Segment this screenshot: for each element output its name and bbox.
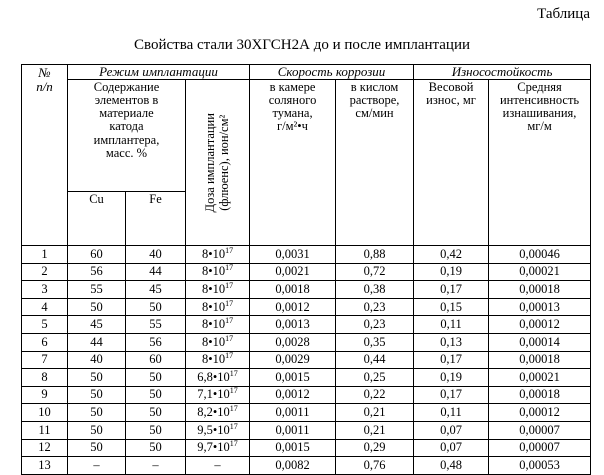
table-row: [22, 386, 591, 404]
header-group-corrosion: Скорость коррозии: [250, 65, 414, 80]
cu-content: 50: [90, 369, 103, 384]
weight-loss-cell: [414, 333, 489, 351]
wear-intensity-cell: [489, 421, 591, 439]
implant-dose-cell: [186, 263, 250, 281]
wear-intensity: 0,00012: [519, 405, 560, 420]
salt-fog-rate-cell: [250, 316, 336, 334]
fe-content: 50: [149, 387, 162, 402]
implant-dose-cell: [186, 386, 250, 404]
table-row: [22, 263, 591, 281]
weight-loss: 0,11: [440, 405, 462, 420]
implant-dose: 8•10: [201, 299, 226, 314]
fe-content-cell: [126, 351, 186, 369]
header-line: износ, мг: [426, 93, 476, 108]
table-row: [22, 298, 591, 316]
row-number-cell: [22, 333, 68, 351]
header-number: [22, 65, 68, 246]
wear-intensity: 0,00013: [519, 299, 560, 314]
cu-content: 50: [90, 440, 103, 455]
row-number-cell: [22, 281, 68, 299]
dose-exponent: 17: [225, 245, 234, 255]
row-number: 8: [41, 369, 48, 384]
header-number-line: п/п: [36, 78, 53, 94]
table-row: [22, 421, 591, 439]
dose-exponent: 17: [229, 421, 238, 431]
fe-content: 40: [149, 246, 162, 261]
row-number: 2: [41, 264, 48, 279]
acid-rate-cell: [336, 386, 414, 404]
salt-fog-rate-cell: [250, 298, 336, 316]
wear-intensity: 0,00018: [519, 387, 560, 402]
salt-fog-rate-cell: [250, 351, 336, 369]
salt-fog-rate-cell: [250, 404, 336, 422]
weight-loss-cell: [414, 369, 489, 387]
implant-dose-cell: [186, 421, 250, 439]
row-number-cell: [22, 439, 68, 457]
acid-rate: 0,38: [363, 281, 386, 296]
acid-rate-cell: [336, 298, 414, 316]
row-number-cell: [22, 263, 68, 281]
cu-content-cell: [68, 316, 126, 334]
wear-intensity-cell: [489, 333, 591, 351]
wear-intensity: 0,00021: [519, 369, 560, 384]
wear-intensity-cell: [489, 298, 591, 316]
weight-loss: 0,17: [440, 387, 462, 402]
header-line: соляного: [268, 93, 317, 108]
wear-intensity-cell: [489, 263, 591, 281]
header-line: в кислом: [350, 80, 399, 94]
table-row: [22, 351, 591, 369]
cu-content: 50: [90, 422, 103, 437]
header-line: катода: [109, 119, 144, 134]
fe-content: 44: [149, 264, 162, 279]
row-number: 9: [41, 387, 48, 402]
row-number: 6: [41, 334, 48, 349]
table-row: [22, 333, 591, 351]
fe-content-cell: [126, 263, 186, 281]
fe-content: 55: [149, 317, 162, 332]
salt-fog-rate-cell: [250, 421, 336, 439]
wear-intensity-cell: [489, 281, 591, 299]
weight-loss-cell: [414, 246, 489, 264]
implant-dose-cell: [186, 404, 250, 422]
weight-loss: 0,07: [440, 422, 462, 437]
fe-content-cell: [126, 421, 186, 439]
header-dose: [186, 80, 250, 246]
row-number: 3: [41, 281, 48, 296]
implant-dose: 8•10: [201, 281, 226, 296]
fe-content: 60: [149, 352, 162, 367]
fe-content: 50: [149, 369, 162, 384]
acid-rate: 0,25: [363, 369, 386, 384]
implant-dose: 9,5•10: [197, 422, 230, 437]
weight-loss-cell: [414, 316, 489, 334]
header-line: имплантера,: [93, 132, 160, 147]
header-acid-solution: [336, 80, 414, 246]
implant-dose-cell: [186, 439, 250, 457]
acid-rate-cell: [336, 351, 414, 369]
header-line: тумана,: [272, 106, 313, 121]
header-group-implantation: Режим имплантации: [68, 65, 250, 80]
wear-intensity: 0,00007: [519, 422, 560, 437]
header-cathode-content: [68, 80, 186, 192]
wear-intensity-cell: [489, 369, 591, 387]
acid-rate: 0,76: [363, 457, 386, 472]
cu-content: 50: [90, 405, 103, 420]
properties-table: [21, 64, 591, 475]
cu-content-cell: [68, 369, 126, 387]
header-line: мг/м: [527, 119, 552, 134]
header-line: Содержание: [93, 80, 160, 94]
weight-loss: 0,13: [440, 334, 462, 349]
table-row: [22, 316, 591, 334]
wear-intensity: 0,00018: [519, 352, 560, 367]
header-line: растворе,: [349, 93, 400, 108]
row-number: 11: [38, 422, 51, 437]
cu-content: 56: [90, 264, 103, 279]
wear-intensity-cell: [489, 404, 591, 422]
cu-content: 60: [90, 246, 103, 261]
table-row: [22, 439, 591, 457]
acid-rate: 0,29: [363, 440, 386, 455]
header-fe: Fe: [126, 192, 186, 246]
acid-rate-cell: [336, 439, 414, 457]
salt-fog-rate: 0,0012: [275, 387, 310, 402]
fe-content-cell: [126, 333, 186, 351]
implant-dose: 8•10: [201, 246, 226, 261]
row-number-cell: [22, 404, 68, 422]
row-number: 13: [38, 457, 51, 472]
wear-intensity: 0,00018: [519, 281, 560, 296]
cu-content-cell: [68, 386, 126, 404]
dose-exponent: 17: [225, 263, 234, 273]
salt-fog-rate-cell: [250, 333, 336, 351]
header-number-line: №: [38, 65, 51, 80]
cu-content-cell: [68, 404, 126, 422]
implant-dose-cell: [186, 316, 250, 334]
weight-loss-cell: [414, 351, 489, 369]
row-number-cell: [22, 351, 68, 369]
cu-content-cell: [68, 351, 126, 369]
row-number-cell: [22, 386, 68, 404]
header-line: масс. %: [105, 145, 148, 160]
salt-fog-rate: 0,0031: [275, 246, 310, 261]
implant-dose-cell: [186, 351, 250, 369]
fe-content: 45: [149, 281, 162, 296]
acid-rate-cell: [336, 369, 414, 387]
dose-exponent: 17: [229, 439, 238, 449]
acid-rate: 0,88: [363, 246, 386, 261]
implant-dose-cell: [186, 369, 250, 387]
cu-content-cell: [68, 421, 126, 439]
implant-dose: 8•10: [201, 352, 226, 367]
wear-intensity: 0,00014: [519, 334, 560, 349]
wear-intensity: 0,00046: [519, 246, 560, 261]
weight-loss: 0,48: [440, 457, 462, 472]
salt-fog-rate: 0,0015: [275, 440, 310, 455]
cu-content-cell: [68, 298, 126, 316]
header-line: Весовой: [428, 80, 474, 94]
row-number-cell: [22, 316, 68, 334]
salt-fog-rate: 0,0011: [275, 422, 310, 437]
implant-dose: 8,2•10: [197, 405, 230, 420]
implant-dose-cell: [186, 298, 250, 316]
wear-intensity-cell: [489, 386, 591, 404]
header-line: в камере: [269, 80, 316, 94]
wear-intensity-cell: [489, 439, 591, 457]
acid-rate: 0,21: [363, 405, 386, 420]
acid-rate-cell: [336, 316, 414, 334]
acid-rate: 0,23: [363, 299, 386, 314]
implant-dose-cell: [186, 281, 250, 299]
acid-rate-cell: [336, 333, 414, 351]
salt-fog-rate: 0,0028: [275, 334, 310, 349]
weight-loss-cell: [414, 386, 489, 404]
weight-loss: 0,17: [440, 352, 462, 367]
weight-loss-cell: [414, 263, 489, 281]
fe-content: 50: [149, 422, 162, 437]
dose-exponent: 17: [225, 351, 234, 361]
dose-exponent: 17: [225, 315, 234, 325]
header-line: г/м²•ч: [277, 119, 308, 134]
header-salt-fog: [250, 80, 336, 246]
weight-loss: 0,15: [440, 299, 462, 314]
dose-exponent: 17: [225, 298, 234, 308]
header-dose-line: Доза имплантации: [202, 112, 217, 213]
dose-exponent: 17: [225, 280, 234, 290]
table-row: [22, 404, 591, 422]
header-cu: Cu: [68, 192, 126, 246]
acid-rate-cell: [336, 421, 414, 439]
wear-intensity-cell: [489, 316, 591, 334]
fe-content: 50: [149, 405, 162, 420]
wear-intensity-cell: [489, 351, 591, 369]
cu-content: 55: [90, 281, 103, 296]
acid-rate: 0,21: [363, 422, 386, 437]
header-line: Средняя: [517, 80, 562, 94]
fe-content: –: [152, 457, 159, 472]
wear-intensity-cell: [489, 246, 591, 264]
acid-rate-cell: [336, 246, 414, 264]
acid-rate: 0,72: [363, 264, 386, 279]
cu-content: 40: [90, 352, 103, 367]
implant-dose: 8•10: [201, 264, 226, 279]
cu-content: 50: [90, 387, 103, 402]
row-number: 7: [41, 352, 48, 367]
salt-fog-rate: 0,0029: [275, 352, 310, 367]
dose-exponent: 17: [229, 403, 238, 413]
weight-loss-cell: [414, 281, 489, 299]
row-number-cell: [22, 421, 68, 439]
weight-loss: 0,19: [440, 264, 462, 279]
cu-content-cell: [68, 439, 126, 457]
acid-rate: 0,22: [363, 387, 386, 402]
weight-loss-cell: [414, 404, 489, 422]
dose-exponent: 17: [229, 368, 238, 378]
table-row: [22, 369, 591, 387]
dose-exponent: 17: [225, 333, 234, 343]
weight-loss: 0,42: [440, 246, 462, 261]
row-number: 12: [38, 440, 51, 455]
weight-loss: 0,07: [440, 440, 462, 455]
table-row: [22, 281, 591, 299]
acid-rate-cell: [336, 263, 414, 281]
row-number: 5: [41, 317, 48, 332]
cu-content: 50: [90, 299, 103, 314]
acid-rate-cell: [336, 404, 414, 422]
dose-exponent: 17: [229, 386, 238, 396]
cu-content-cell: [68, 246, 126, 264]
salt-fog-rate: 0,0021: [275, 264, 310, 279]
acid-rate: 0,44: [363, 352, 386, 367]
header-group-wear: Износостойкость: [414, 65, 591, 80]
salt-fog-rate-cell: [250, 246, 336, 264]
fe-content-cell: [126, 281, 186, 299]
header-line: элементов в: [94, 93, 159, 108]
implant-dose-cell: [186, 333, 250, 351]
salt-fog-rate-cell: [250, 281, 336, 299]
fe-content-cell: [126, 386, 186, 404]
fe-content: 50: [149, 440, 162, 455]
table-caption: Таблица: [537, 6, 590, 22]
implant-dose: 7,1•10: [197, 387, 230, 402]
implant-dose-cell: [186, 246, 250, 264]
row-number: 10: [38, 405, 51, 420]
weight-loss: 0,11: [440, 317, 462, 332]
wear-intensity: 0,00021: [519, 264, 560, 279]
acid-rate: 0,23: [363, 317, 386, 332]
weight-loss-cell: [414, 439, 489, 457]
fe-content-cell: [126, 246, 186, 264]
fe-content-cell: [126, 404, 186, 422]
fe-content-cell: [126, 439, 186, 457]
salt-fog-rate: 0,0011: [275, 405, 310, 420]
cu-content-cell: [68, 333, 126, 351]
cu-content-cell: [68, 263, 126, 281]
row-number: 4: [41, 299, 48, 314]
salt-fog-rate: 0,0013: [275, 317, 310, 332]
row-number: 1: [41, 246, 48, 261]
cu-content: –: [93, 457, 100, 472]
implant-dose: 8•10: [201, 317, 226, 332]
salt-fog-rate: 0,0015: [275, 369, 310, 384]
acid-rate: 0,35: [363, 334, 386, 349]
fe-content: 50: [149, 299, 162, 314]
implant-dose: 8•10: [201, 334, 226, 349]
wear-intensity: 0,00012: [519, 317, 560, 332]
row-number-cell: [22, 298, 68, 316]
cu-content-cell: [68, 281, 126, 299]
implant-dose: –: [214, 457, 221, 472]
header-wear-intensity: [489, 80, 591, 246]
weight-loss-cell: [414, 421, 489, 439]
cu-content: 45: [90, 317, 103, 332]
weight-loss: 0,19: [440, 369, 462, 384]
salt-fog-rate: 0,0082: [275, 457, 310, 472]
cu-content: 44: [90, 334, 103, 349]
header-line: см/мин: [355, 106, 394, 121]
salt-fog-rate-cell: [250, 386, 336, 404]
fe-content: 56: [149, 334, 162, 349]
wear-intensity: 0,00053: [519, 457, 560, 472]
table-title: Свойства стали 30ХГСН2А до и после имплантации: [134, 37, 470, 53]
table-body: [22, 246, 591, 475]
header-line: интенсивность: [499, 93, 580, 108]
weight-loss: 0,17: [440, 281, 462, 296]
salt-fog-rate: 0,0012: [275, 299, 310, 314]
salt-fog-rate-cell: [250, 263, 336, 281]
fe-content-cell: [126, 369, 186, 387]
row-number-cell: [22, 369, 68, 387]
table-row: [22, 246, 591, 264]
header-line: материале: [99, 106, 154, 121]
fe-content-cell: [126, 316, 186, 334]
header-line: изнашивания,: [502, 106, 577, 121]
implant-dose: 9,7•10: [197, 440, 230, 455]
header-weight-loss: [414, 80, 489, 246]
acid-rate-cell: [336, 281, 414, 299]
wear-intensity: 0,00007: [519, 440, 560, 455]
fe-content-cell: [126, 298, 186, 316]
weight-loss-cell: [414, 298, 489, 316]
row-number-cell: [22, 246, 68, 264]
implant-dose: 6,8•10: [197, 369, 230, 384]
salt-fog-rate-cell: [250, 369, 336, 387]
salt-fog-rate-cell: [250, 439, 336, 457]
header-dose-line: (флюенс), ион/см²: [216, 114, 231, 211]
salt-fog-rate: 0,0018: [275, 281, 310, 296]
